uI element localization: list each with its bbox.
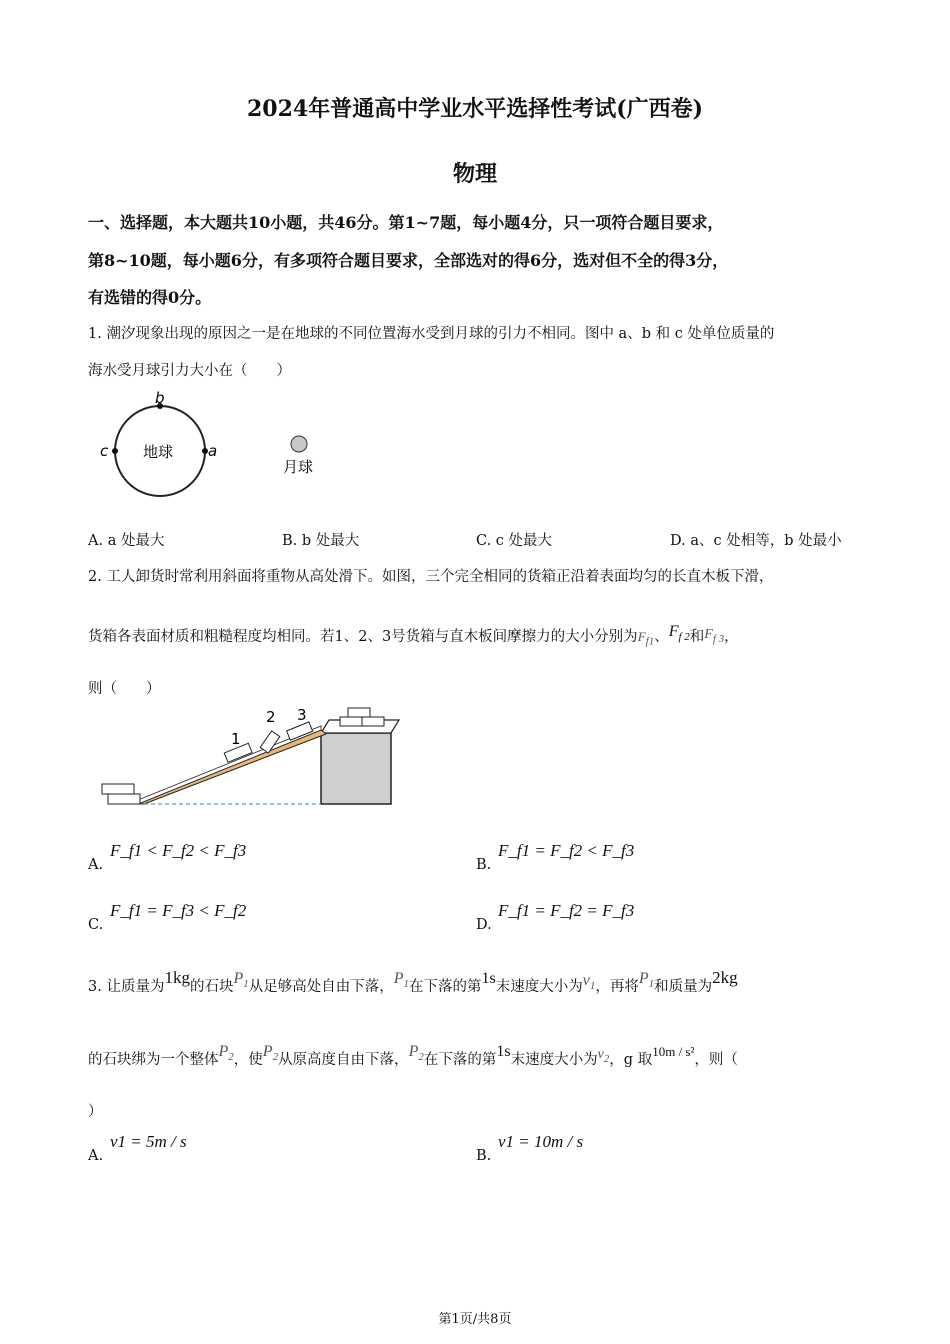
q2-sep1: 、 — [654, 629, 669, 645]
q3-l1-c: 从足够高处自由下落， — [248, 979, 394, 995]
q3-stem-line2 — [88, 1043, 738, 1075]
q3-l1-g: 和质量为 — [654, 979, 713, 995]
q2-option-d-equation: F_f1 = F_f2 = F_f3 — [498, 901, 635, 920]
box-label-2: 2 — [266, 708, 276, 726]
q2-incline-figure — [100, 700, 405, 810]
q3-l2-g: ，则（ — [694, 1052, 738, 1068]
q3-stem-line3: ） — [88, 1104, 103, 1120]
platform-box-3 — [348, 708, 370, 717]
q3-l2-e: 末速度大小为 — [510, 1052, 598, 1068]
q3-l1-b: 的石块 — [189, 979, 234, 995]
q2-option-b-equation: F_f1 = F_f2 < F_f3 — [498, 841, 635, 860]
ground-box-bottom — [108, 794, 140, 804]
q2-option-b-label: B. — [476, 857, 492, 873]
q3-stem-line1 — [88, 968, 738, 1002]
label-b: b — [155, 389, 165, 407]
q2-sep2: 和 — [689, 629, 705, 645]
q3-l2-d: 在下落的第 — [423, 1052, 497, 1068]
moon-circle — [291, 436, 307, 452]
q3-option-b-equation: v1 = 10m / s — [498, 1132, 584, 1151]
q3-l2-c: 从原高度自由下落， — [278, 1052, 409, 1068]
q3-l1-e: 末速度大小为 — [495, 979, 583, 995]
q3-time: 1s — [481, 970, 496, 987]
section-instruction-line1: 一、选择题，本大题共10小题，共46分。第1~7题，每小题4分，只一项符合题目要求， — [88, 213, 724, 232]
q2-option-c-label: C. — [88, 917, 104, 933]
platform-box-1 — [340, 717, 362, 726]
q3-l1-a: 3. 让质量为 — [88, 979, 165, 995]
earth-label: 地球 — [143, 443, 174, 461]
q2-stem-line1: 2. 工人卸货时常利用斜面将重物从高处滑下。如图，三个完全相同的货箱正沿着表面均匀的长直木板下滑， — [88, 569, 774, 585]
box-label-1: 1 — [231, 730, 241, 748]
section-instruction-line2: 第8~10题，每小题6分，有多项符合题目要求，全部选对的得6分，选对但不全的得3分， — [88, 251, 729, 270]
q3-l2-b: ，使 — [233, 1052, 263, 1068]
q3-option-a-equation: v1 = 5m / s — [110, 1132, 187, 1151]
q3-l2-a: 的石块绑为一个整体 — [88, 1052, 219, 1068]
q3-p1-symbol: $P_1$ — [233, 970, 249, 991]
q3-mass1: 1kg — [164, 968, 190, 987]
q2-ff3-symbol: $F_{f 3}$ — [704, 627, 725, 645]
q2-option-c-equation: F_f1 = F_f3 < F_f2 — [110, 901, 247, 920]
q3-p2-symbol-2: $P_2$ — [262, 1043, 279, 1064]
q3-p2-symbol: $P_2$ — [218, 1043, 234, 1064]
q2-stem-line3: 则（ ） — [88, 681, 161, 697]
q3-l2-f: ，g 取 — [609, 1052, 653, 1068]
box-label-3: 3 — [297, 706, 307, 724]
q3-time-2: 1s — [496, 1043, 511, 1060]
platform-box-2 — [362, 717, 384, 726]
q3-p2-symbol-3: $P_2$ — [408, 1043, 424, 1064]
q3-option-b-label: B. — [476, 1148, 492, 1164]
label-a: a — [208, 442, 218, 460]
q1-option-a: A. a 处最大 — [88, 533, 165, 549]
q2-option-a-label: A. — [88, 857, 104, 873]
q3-p1-symbol-2: $P_1$ — [393, 970, 410, 991]
q1-option-c: C. c 处最大 — [476, 533, 553, 549]
q1-stem-line1: 1. 潮汐现象出现的原因之一是在地球的不同位置海水受到月球的引力不相同。图中 a、b 和 c 处单位质量的 — [88, 326, 775, 342]
q3-option-a-label: A. — [88, 1148, 104, 1164]
ground-box-top — [102, 784, 134, 794]
q3-l1-f: ，再将 — [595, 979, 639, 995]
q3-mass2: 2kg — [712, 968, 738, 987]
q3-v2-symbol: $v_2$ — [597, 1047, 610, 1065]
moon-label: 月球 — [283, 458, 314, 476]
q1-earth-moon-figure — [95, 385, 335, 505]
q3-g-value: 10m / s² — [652, 1044, 695, 1059]
q2-stem-line2-text: 货箱各表面材质和粗糙程度均相同。若1、2、3号货箱与直木板间摩擦力的大小分别为 — [88, 629, 638, 645]
page-footer: 第1页/共8页 — [438, 1312, 512, 1327]
platform-block — [321, 733, 391, 804]
q2-ff2-symbol: $F_{f 2}$ — [668, 623, 690, 644]
section-instruction-line3: 有选错的得0分。 — [88, 288, 212, 307]
q2-stem-line2 — [88, 625, 739, 648]
q2-option-d-label: D. — [476, 917, 492, 933]
q1-option-d: D. a、c 处相等，b 处最小 — [670, 533, 842, 549]
subject-title: 物理 — [452, 161, 497, 187]
q3-v1-symbol: $v_1$ — [582, 972, 596, 993]
q1-option-b: B. b 处最大 — [282, 533, 360, 549]
q2-ff1-symbol: $F_{f1}$ — [637, 629, 655, 648]
q1-stem-line2: 海水受月球引力大小在（ ） — [88, 363, 291, 379]
q2-option-a-equation: F_f1 < F_f2 < F_f3 — [110, 841, 247, 860]
q2-end: ， — [724, 629, 739, 645]
exam-title: 2024年普通高中学业水平选择性考试(广西卷) — [246, 96, 704, 122]
q3-p1-symbol-3: $P_1$ — [638, 970, 655, 991]
label-c: c — [100, 442, 109, 460]
point-c-dot — [112, 448, 118, 454]
q3-l1-d: 在下落的第 — [409, 979, 482, 995]
